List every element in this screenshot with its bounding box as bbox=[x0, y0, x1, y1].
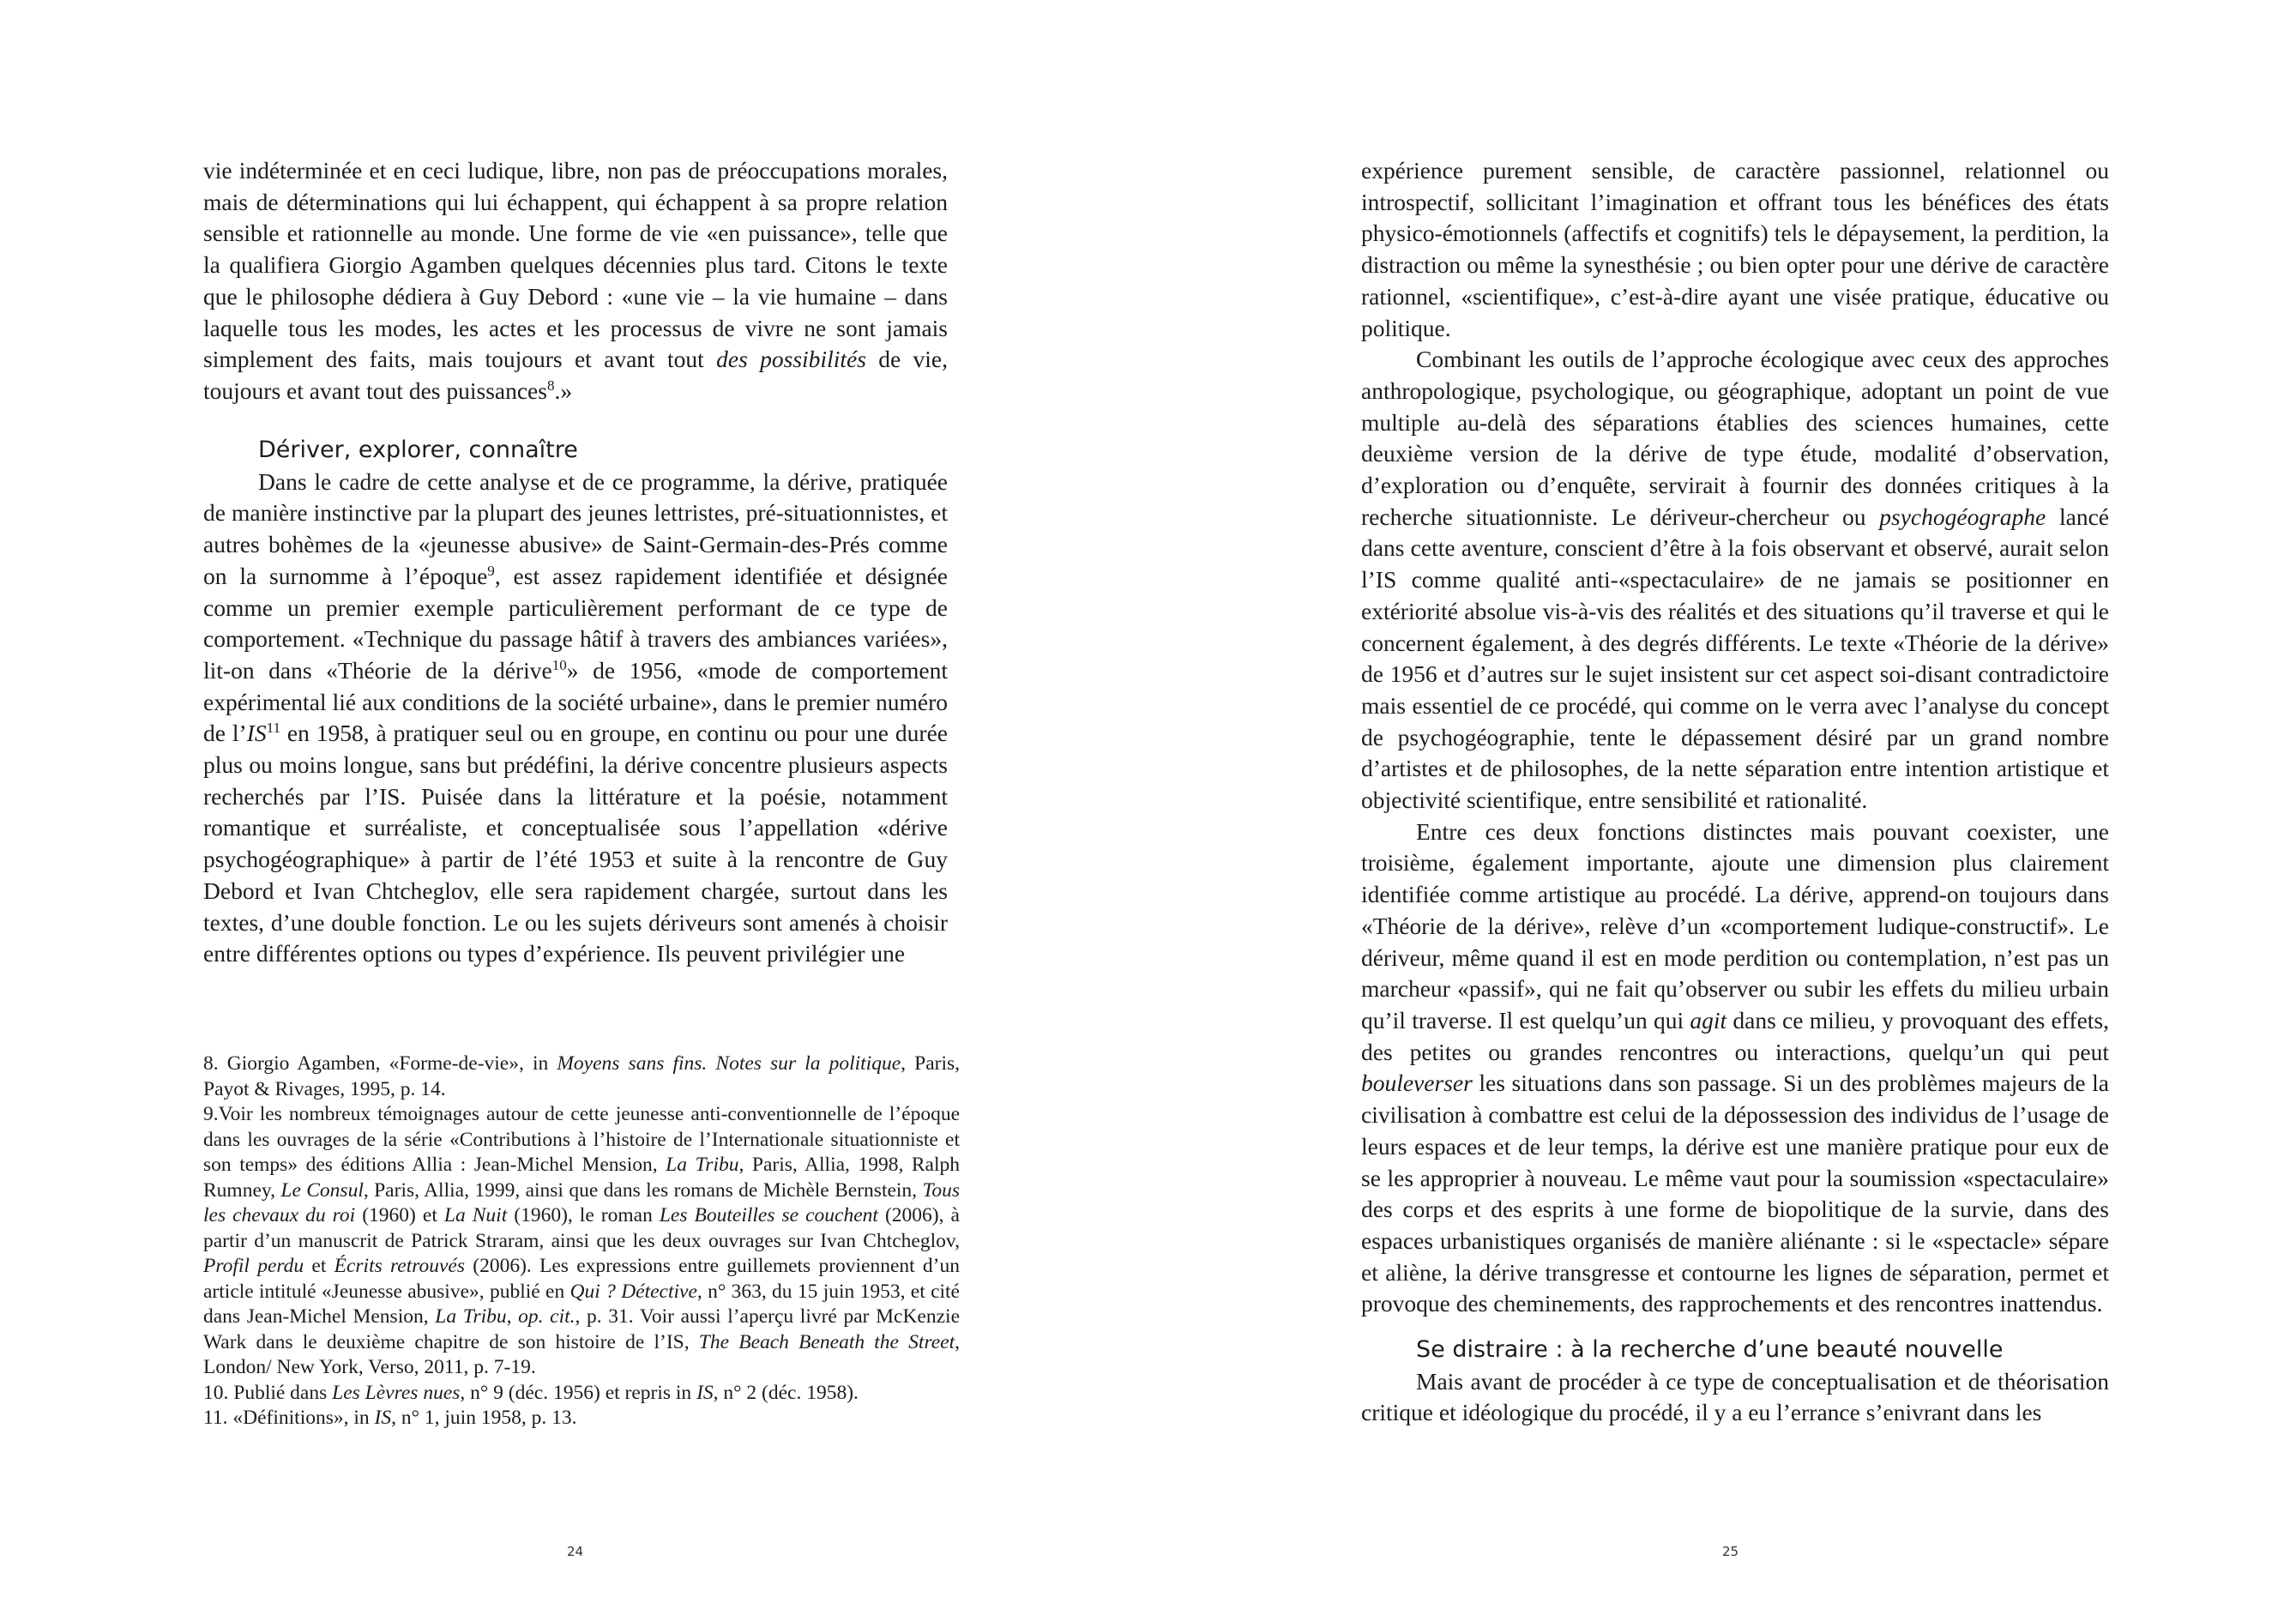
page-number: 24 bbox=[567, 1544, 584, 1559]
section-paragraph: Dans le cadre de cette analyse et de ce programme, la dérive, pratiquée de manière instinctive par la plupart des jeunes lettristes, pré-situationnistes, et autres bohèmes de la «jeunesse abusive» de Saint-Germain-des-Prés comme on la surnomme à l’époque$^9$, est assez rapidement identifiée et désignée comme un premier exemple particulièrement performant de ce type de comportement. «Technique du passage hâtif à travers des ambiances variées», lit-on dans «Théorie de la dérive$^{10}$» de 1956, «mode de comportement expérimental lié aux conditions de la société urbaine», dans le premier numéro de l’IS$^{11}$ en 1958, à pratiquer seul ou en groupe, en continu ou pour une durée plus ou moins longue, sans but prédéfini, la dérive concentre plusieurs aspects recherchés par l’IS. Puisée dans la littérature et la poésie, notamment romantique et surréaliste, et conceptualisée sous l’appellation «dérive psychogéographique» à partir de l’été 1953 et suite à la rencontre de Guy Debord et Ivan Chtcheglov, elle sera rapidement chargée, surtout dans les textes, d’une double fonction. Le ou les sujets dériveurs sont amenés à choisir entre différentes options ou types d’expérience. Ils peuvent privilégier une bbox=[203, 467, 948, 967]
right-body bbox=[1361, 155, 2109, 1320]
paragraph-4: Mais avant de procéder à ce type de conceptualisation et de théorisation critique et idéologique du procédé, il y a eu l’errance s’enivrant dans les bbox=[1361, 1367, 2109, 1426]
paragraph-1: expérience purement sensible, de caractère passionnel, relationnel ou introspectif, sollicitant l’imagination et offrant tous les bénéfices des états physico-émotionnels (affectifs et cognitifs) tels le dépaysement, la perdition, la distraction ou même la synesthésie ; ou bien opter pour une dérive de caractère rationnel, «scientifique», c’est-à-dire ayant une visée pratique, éducative ou politique. bbox=[1361, 157, 2109, 341]
section-heading: Dériver, explorer, connaître bbox=[258, 437, 578, 463]
right-body-section bbox=[1361, 1335, 2109, 1429]
left-body-section bbox=[203, 435, 948, 970]
footnote-11: 11. «Définitions», in IS, n° 1, juin 1958, p. 13. bbox=[203, 1407, 577, 1429]
footnote-8: 8. Giorgio Agamben, «Forme-de-vie», in Moyens sans fins. Notes sur la politique, Paris, Payot & Rivages, 1995, p. 14. bbox=[203, 1052, 961, 1100]
paragraph-3: Entre ces deux fonctions distinctes mais pouvant coexister, une troisième, également importante, ajoute une dimension plus clairement identifiée comme artistique au procédé. La dérive, apprend-on toujours dans «Théorie de la dérive», relève d’un «comportement ludique-constructif». Le dériveur, même quand il est en mode perdition ou contemplation, n’est pas un marcheur «passif», qui ne fait qu’observer ou subir les effets du milieu urbain qu’il traverse. Il est quelqu’un qui agit dans ce milieu, y provoquant des effets, des petites ou grandes rencontres ou interactions, quelqu’un qui peut bouleverser les situations dans son passage. Si un des problèmes majeurs de la civilisation à combattre est celui de la dépossession des individus de l’usage de leurs espaces et de leur temps, la dérive est une manière pratique pour eux de se les approprier à nouveau. Le même vaut pour la soumission «spectaculaire» des corps et des esprits à une forme de biopolitique de la survie, dans des espaces urbanistiques organisés de manière aliénante : si le «spectacle» sépare et aliène, la dérive transgresse et contourne les lignes de séparation, permet et provoque des cheminements, des rapprochements et des rencontres inattendus. bbox=[1361, 817, 2109, 1317]
right-page bbox=[1148, 0, 2296, 1621]
footnote-ref-8: 8 bbox=[546, 377, 555, 394]
footnote-ref-10: 10 bbox=[551, 656, 567, 673]
footnote-10: 10. Publié dans Les Lèvres nues, n° 9 (déc. 1956) et repris in IS, n° 2 (déc. 1958). bbox=[203, 1381, 859, 1404]
footnote-9: 9.Voir les nombreux témoignages autour de cette jeunesse anti-conventionnelle de l’époque dans les ouvrages de la série «Contributions à l’histoire de l’Internationale situationniste et son temps» des éditions Allia : Jean-Michel Mension, La Tribu, Paris, Allia, 1998, Ralph Rumney, Le Consul, Paris, Allia, 1999, ainsi que dans les romans de Michèle Bernstein, Tous les chevaux du roi (1960) et La Nuit (1960), le roman Les Bouteilles se couchent (2006), à partir d’un manuscrit de Patrick Straram, ainsi que les deux ouvrages sur Ivan Chtcheglov, Profil perdu et Écrits retrouvés (2006). Les expressions entre guillemets proviennent d’un article intitulé «Jeunesse abusive», publié en Qui ? Détective, n° 363, du 15 juin 1953, et cité dans Jean-Michel Mension, La Tribu, op. cit., p. 31. Voir aussi l’aperçu livré par McKenzie Wark dans le deuxième chapitre de son histoire de l’IS, The Beach Beneath the Street, London/ New York, Verso, 2011, p. 7-19. bbox=[203, 1103, 961, 1378]
section-heading: Se distraire : à la recherche d’une beauté nouvelle bbox=[1416, 1336, 2004, 1363]
footnote-ref-9: 9 bbox=[487, 562, 495, 579]
intro-paragraph: vie indéterminée et en ceci ludique, libre, non pas de préoccupations morales, mais de déterminations qui lui échappent, qui échappent à sa propre relation sensible et rationnelle au monde. Une forme de vie «en puissance», telle que la qualifiera Giorgio Agamben quelques décennies plus tard. Citons le texte que le philosophe dédiera à Guy Debord : «une vie – la vie humaine – dans laquelle tous les modes, les actes et les processus de vivre ne sont jamais simplement des faits, mais toujours et avant tout des possibilités de vie, toujours et avant tout des puissances$^8$.» bbox=[203, 157, 949, 404]
paragraph-2: Combinant les outils de l’approche écologique avec ceux des approches anthropologique, psychologique, ou géographique, adoptant un point de vue multiple au-delà des séparations établies des sciences humaines, cette deuxième version de la dérive de type étude, modalité d’observation, d’exploration ou d’enquête, servirait à fournir des données critiques à la recherche situationniste. Le dériveur-chercheur ou psychogéographe lancé dans cette aventure, conscient d’être à la fois observant et observé, aurait selon l’IS comme qualité anti-«spectaculaire» de ne jamais se positionner en extériorité absolue vis-à-vis des réalités et des situations qu’il traverse et qui le concernent également, à des degrés différents. Le texte «Théorie de la dérive» de 1956 et d’autres sur le sujet insistent sur cet aspect soi-disant contradictoire mais essentiel de ce procédé, qui comme on le verra avec l’analyse du concept de psychogéographie, tente le dépassement désiré par un grand nombre d’artistes et de philosophes, de la nette séparation entre intention artistique et objectivité scientifique, entre sensibilité et rationalité. bbox=[1361, 346, 2109, 814]
left-body-top bbox=[203, 155, 948, 407]
footnote-ref-11: 11 bbox=[266, 720, 280, 737]
footnotes bbox=[203, 1052, 960, 1431]
page-number: 25 bbox=[1722, 1544, 1739, 1559]
